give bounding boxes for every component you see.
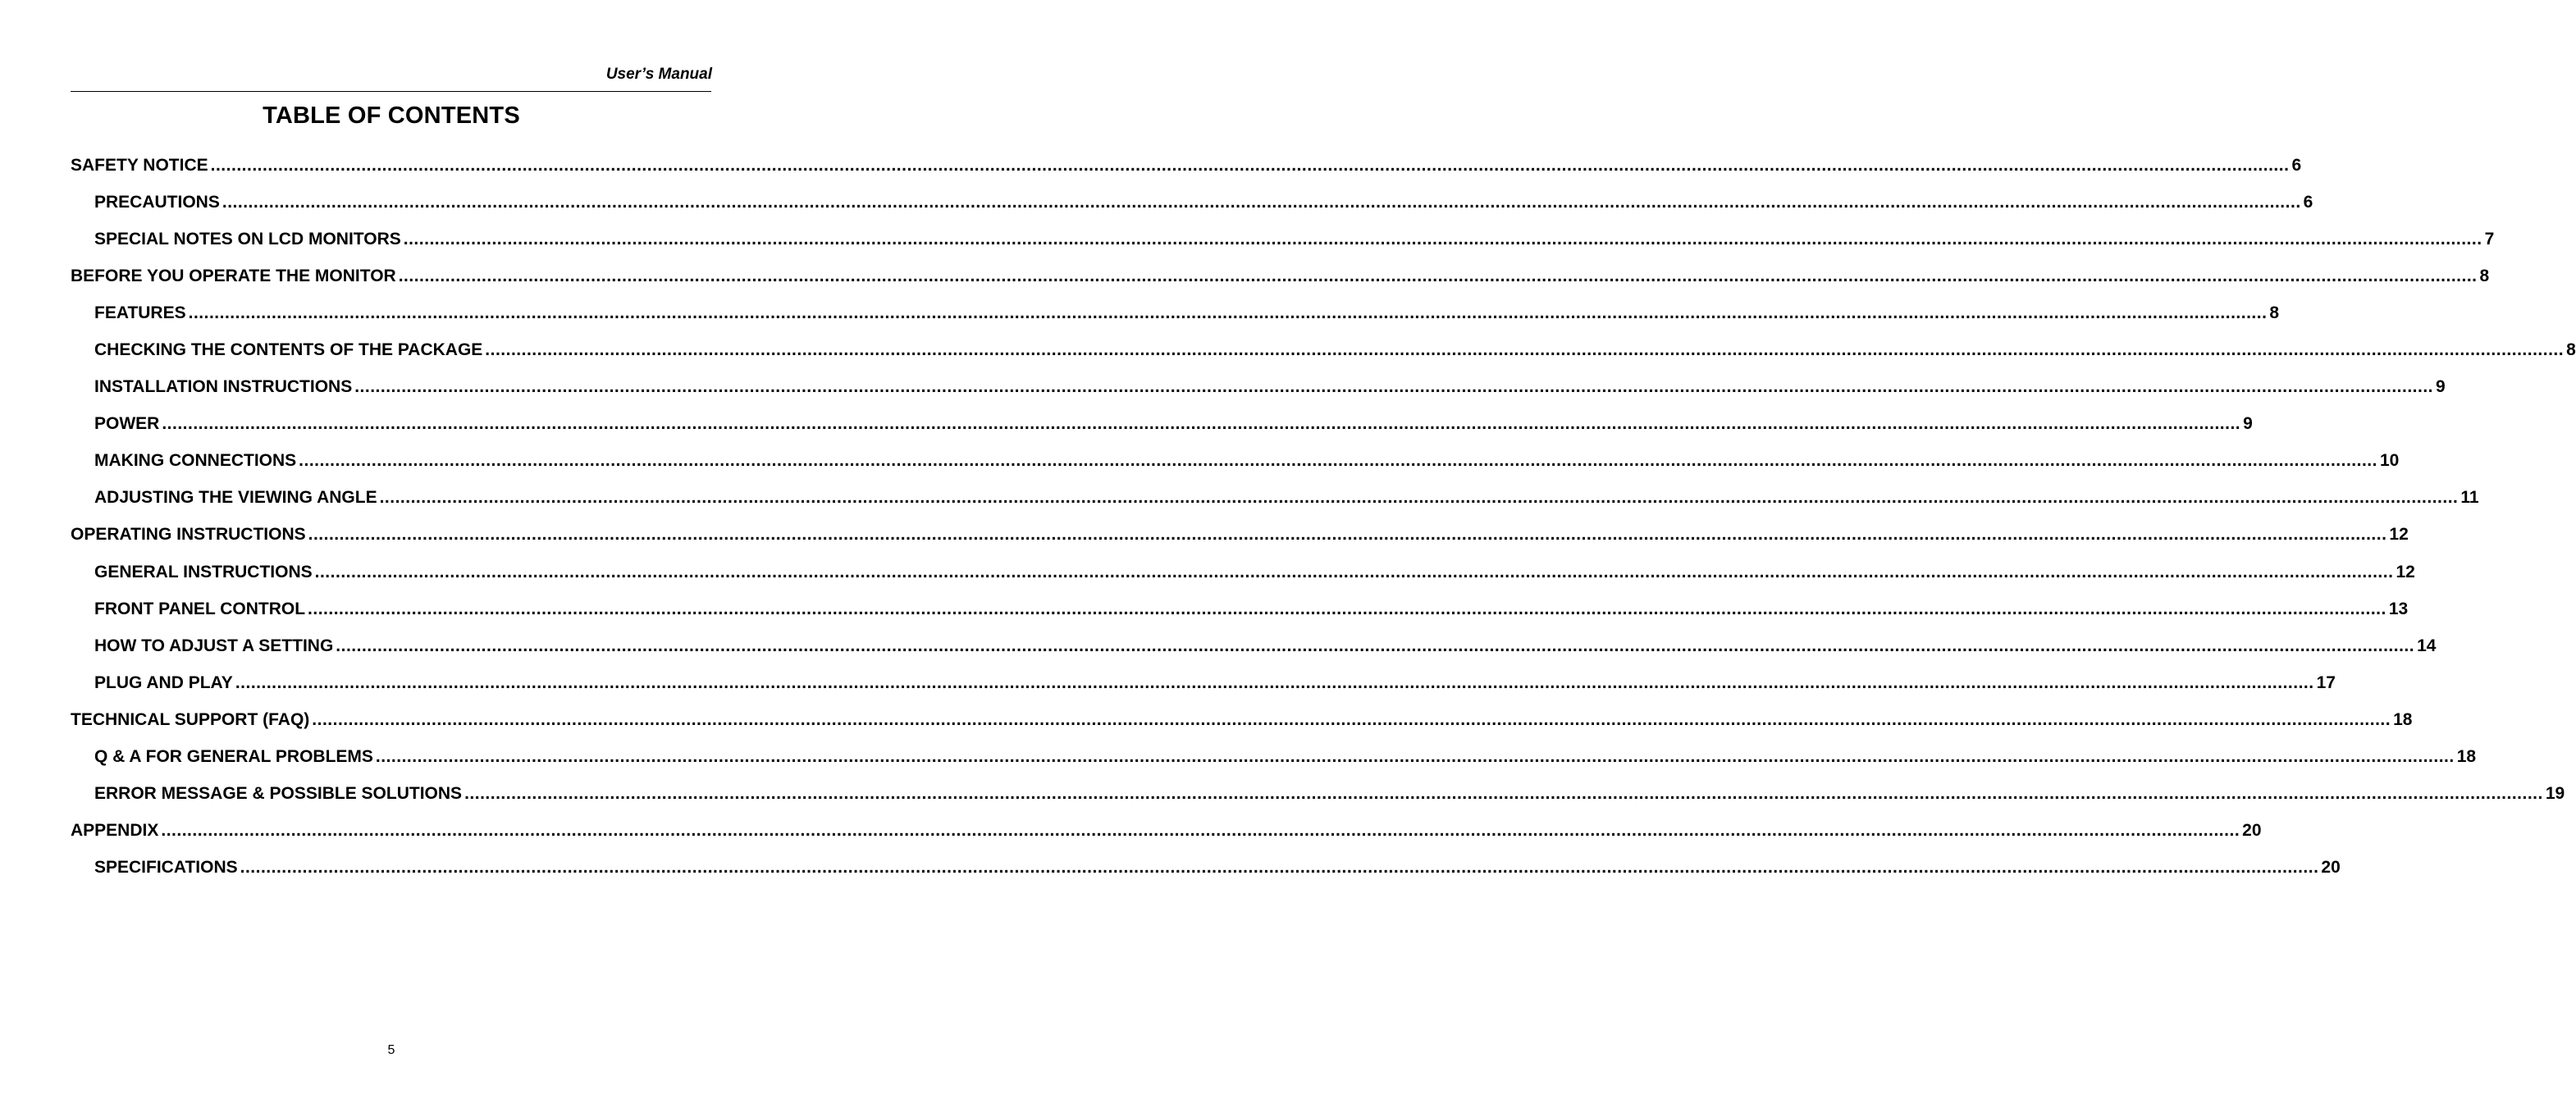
toc-entry-page: 11 <box>2460 488 2479 508</box>
toc-entry-label: SAFETY NOTICE <box>71 156 208 175</box>
toc-dot-leader: ................................................................................................................................................................................................................................................................................................................................................................................................................ <box>240 857 2319 877</box>
header-manual-label: User’s Manual <box>605 66 712 83</box>
toc-entry-page: 19 <box>2545 783 2565 803</box>
toc-dot-leader: ................................................................................................................................................................................................................................................................................................................................................................................................................ <box>354 377 2433 397</box>
toc-entry[interactable] <box>71 599 2409 636</box>
toc-dot-leader: ................................................................................................................................................................................................................................................................................................................................................................................................................ <box>464 783 2543 803</box>
toc-entry-label: INSTALLATION INSTRUCTIONS <box>94 377 353 397</box>
toc-dot-leader: ................................................................................................................................................................................................................................................................................................................................................................................................................ <box>403 230 2482 249</box>
toc-entry-label: SPECIFICATIONS <box>94 857 238 877</box>
toc-entry-page: 18 <box>2456 746 2477 766</box>
toc-entry[interactable] <box>71 230 2495 267</box>
toc-entry-page: 8 <box>2566 340 2576 360</box>
toc-entry-page: 12 <box>2396 562 2415 581</box>
toc-dot-leader: ................................................................................................................................................................................................................................................................................................................................................................................................................ <box>336 636 2415 655</box>
toc-entry-page: 10 <box>2379 451 2400 471</box>
toc-entry-label: ERROR MESSAGE & POSSIBLE SOLUTIONS <box>94 783 463 803</box>
toc-dot-leader: ................................................................................................................................................................................................................................................................................................................................................................................................................ <box>485 340 2565 360</box>
toc-entry-label: TECHNICAL SUPPORT (FAQ) <box>71 709 310 729</box>
toc-entry-page: 6 <box>2291 156 2302 175</box>
toc-entry-label: ADJUSTING THE VIEWING ANGLE <box>94 488 377 508</box>
toc-entry-page: 14 <box>2417 636 2437 655</box>
toc-dot-leader: ................................................................................................................................................................................................................................................................................................................................................................................................................ <box>379 488 2459 508</box>
toc-dot-leader: ................................................................................................................................................................................................................................................................................................................................................................................................................ <box>299 451 2377 471</box>
toc-entry[interactable] <box>71 267 2490 303</box>
toc-entry-label: GENERAL INSTRUCTIONS <box>94 562 313 581</box>
toc-entry[interactable] <box>71 525 2409 562</box>
toc-dot-leader: ................................................................................................................................................................................................................................................................................................................................................................................................................ <box>314 562 2394 581</box>
toc-entry[interactable] <box>71 340 2576 377</box>
toc-dot-leader: ................................................................................................................................................................................................................................................................................................................................................................................................................ <box>308 599 2386 618</box>
toc-dot-leader: ................................................................................................................................................................................................................................................................................................................................................................................................................ <box>312 709 2391 729</box>
toc-dot-leader: ................................................................................................................................................................................................................................................................................................................................................................................................................ <box>188 303 2268 323</box>
toc-entry[interactable] <box>71 636 2437 673</box>
toc-entry[interactable] <box>71 673 2336 710</box>
toc-dot-leader: ................................................................................................................................................................................................................................................................................................................................................................................................................ <box>161 820 2240 840</box>
toc-entry[interactable] <box>71 857 2341 895</box>
toc-entry-page: 18 <box>2393 709 2413 729</box>
toc-entry[interactable] <box>71 303 2280 340</box>
toc-entry-label: HOW TO ADJUST A SETTING <box>94 636 334 655</box>
toc-entry-page: 8 <box>2269 303 2280 323</box>
page-number: 5 <box>387 1043 395 1057</box>
toc-entry-label: PRECAUTIONS <box>94 193 220 212</box>
toc-entry-label: PLUG AND PLAY <box>94 673 233 692</box>
toc-entry-label: CHECKING THE CONTENTS OF THE PACKAGE <box>94 340 483 360</box>
toc-entry-page: 9 <box>2436 377 2446 397</box>
toc-entry-label: POWER <box>94 414 160 434</box>
toc-entry-label: APPENDIX <box>71 820 159 840</box>
toc-entry[interactable] <box>71 193 2313 230</box>
toc-dot-leader: ................................................................................................................................................................................................................................................................................................................................................................................................................ <box>222 193 2301 212</box>
toc-entry-label: OPERATING INSTRUCTIONS <box>71 525 306 545</box>
toc-entry-page: 17 <box>2316 673 2336 692</box>
toc-entry[interactable] <box>71 451 2400 488</box>
toc-dot-leader: ................................................................................................................................................................................................................................................................................................................................................................................................................ <box>162 414 2241 434</box>
toc-entry-label: BEFORE YOU OPERATE THE MONITOR <box>71 267 396 286</box>
toc-dot-leader: ................................................................................................................................................................................................................................................................................................................................................................................................................ <box>398 267 2478 286</box>
toc-entry-page: 13 <box>2388 599 2409 618</box>
page-title: TABLE OF CONTENTS <box>263 103 520 129</box>
toc-entry-page: 9 <box>2243 414 2253 434</box>
toc-entry-page: 20 <box>2321 857 2341 877</box>
toc-entry-page: 8 <box>2479 267 2490 286</box>
toc-entry[interactable] <box>71 562 2415 600</box>
toc-entry-page: 20 <box>2242 820 2262 840</box>
toc-entry-label: FEATURES <box>94 303 186 323</box>
toc-entry[interactable] <box>71 414 2253 451</box>
toc-entry[interactable] <box>71 488 2479 525</box>
toc-entry[interactable] <box>71 783 2565 821</box>
toc-entry-page: 12 <box>2389 525 2409 545</box>
toc-entry-label: MAKING CONNECTIONS <box>94 451 297 471</box>
toc-entry[interactable] <box>71 820 2262 858</box>
toc-entry-label: Q & A FOR GENERAL PROBLEMS <box>94 746 373 766</box>
toc-entry[interactable] <box>71 746 2477 784</box>
toc-entry-page: 7 <box>2484 230 2495 249</box>
toc-entry-page: 6 <box>2303 193 2313 212</box>
table-of-contents <box>71 156 2576 895</box>
toc-dot-leader: ................................................................................................................................................................................................................................................................................................................................................................................................................ <box>375 746 2455 766</box>
toc-entry[interactable] <box>71 156 2302 193</box>
toc-entry[interactable] <box>71 709 2413 747</box>
toc-entry[interactable] <box>71 377 2446 414</box>
toc-entry-label: FRONT PANEL CONTROL <box>94 599 306 618</box>
toc-entry-label: SPECIAL NOTES ON LCD MONITORS <box>94 230 401 249</box>
toc-dot-leader: ................................................................................................................................................................................................................................................................................................................................................................................................................ <box>308 525 2387 545</box>
header-divider <box>71 91 711 92</box>
toc-dot-leader: ................................................................................................................................................................................................................................................................................................................................................................................................................ <box>235 673 2314 692</box>
toc-dot-leader: ................................................................................................................................................................................................................................................................................................................................................................................................................ <box>210 156 2290 175</box>
